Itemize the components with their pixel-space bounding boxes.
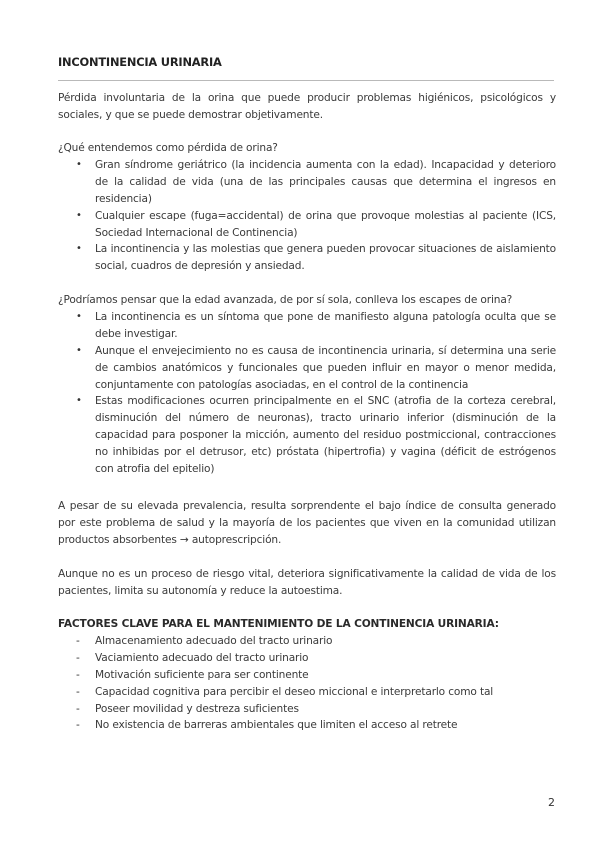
question-2: ¿Podríamos pensar que la edad avanzada, de por sí sola, conlleva los escapes de orina? <box>58 294 513 306</box>
title-divider <box>58 80 554 81</box>
list-item: • La incontinencia es un síntoma que pone de manifiesto alguna patología oculta que se debe investigar. <box>58 309 556 343</box>
section-age <box>58 292 556 478</box>
quality-of-life-paragraph: Aunque no es un proceso de riesgo vital, deteriora significativamente la calidad de vida de los pacientes, limita su autonomía y reduce la autoestima. <box>58 568 556 597</box>
list-item: - Almacenamiento adecuado del tracto urinario <box>58 633 556 650</box>
list-item: - No existencia de barreras ambientales que limiten el acceso al retrete <box>58 717 556 734</box>
list-item: • Cualquier escape (fuga=accidental) de orina que provoque molestias al paciente (ICS, Sociedad Internacional de Continencia) <box>58 208 556 242</box>
list-item: - Motivación suficiente para ser continente <box>58 667 556 684</box>
prevalence-paragraph: A pesar de su elevada prevalencia, resulta sorprendente el bajo índice de consulta generado por este problema de salud y la mayoría de los pacientes que viven en la comunidad utilizan productos absorbentes → autoprescripción. <box>58 500 556 546</box>
question-1-list <box>58 157 556 275</box>
list-item: • Gran síndrome geriátrico (la incidencia aumenta con la edad). Incapacidad y deterioro de la calidad de vida (una de las principales causas que determina el ingresos en residencia) <box>58 157 556 208</box>
page-title: INCONTINENCIA URINARIA <box>58 55 222 69</box>
question-2-list <box>58 309 556 478</box>
question-1: ¿Qué entendemos como pérdida de orina? <box>58 142 278 154</box>
key-factors-heading: FACTORES CLAVE PARA EL MANTENIMIENTO DE LA CONTINENCIA URINARIA: <box>58 618 499 630</box>
page-number: 2 <box>548 796 555 809</box>
list-item: - Vaciamiento adecuado del tracto urinario <box>58 650 556 667</box>
list-item: • Aunque el envejecimiento no es causa de incontinencia urinaria, sí determina una serie de cambios anatómicos y funcionales que pueden influir en mayor o menor medida, conjuntamente con patologías asociadas, en el control de la continencia <box>58 343 556 394</box>
list-item: • La incontinencia y las molestias que genera pueden provocar situaciones de aislamiento social, cuadros de depresión y ansiedad. <box>58 241 556 275</box>
intro-paragraph: Pérdida involuntaria de la orina que puede producir problemas higiénicos, psicológicos y sociales, y que se puede demostrar objetivamente. <box>58 92 556 121</box>
list-item: - Poseer movilidad y destreza suficientes <box>58 701 556 718</box>
key-factors-list <box>58 633 556 734</box>
section-what-is-loss <box>58 140 556 275</box>
list-item: • Estas modificaciones ocurren principalmente en el SNC (atrofia de la corteza cerebral, disminución del número de neuronas), tracto urinario inferior (disminución de la capacidad para posponer la micción, aumento del residuo postmiccional, contracciones no inhibidas por el detrusor, etc) próstata (hipertrofia) y vagina (déficit de estrógenos con atrofia del epitelio) <box>58 393 556 478</box>
section-key-factors <box>58 616 556 734</box>
list-item: - Capacidad cognitiva para percibir el deseo miccional e interpretarlo como tal <box>58 684 556 701</box>
